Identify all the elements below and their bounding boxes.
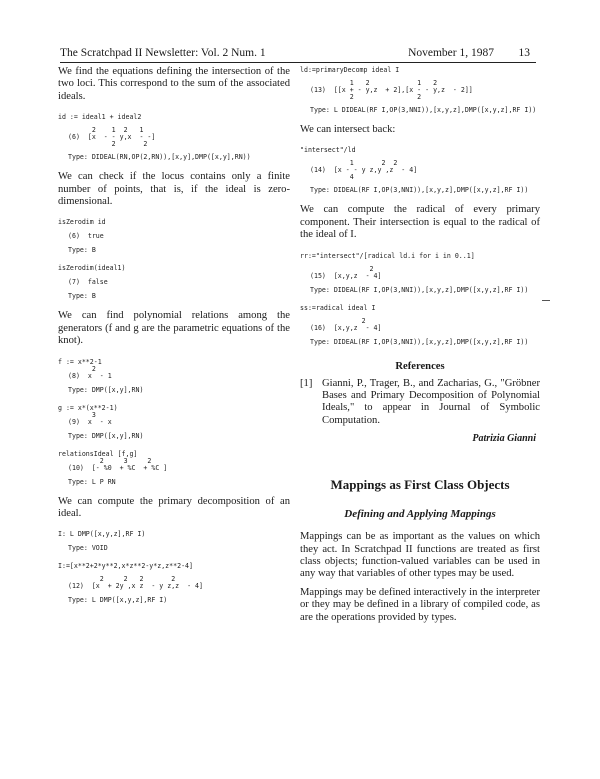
paragraph: We can find polynomial relations among the generators (f and g are the parametric equations of the knot). — [58, 310, 290, 347]
output-superscript: 2 1 2 1 — [68, 126, 144, 135]
input-command: id := ideal1 + ideal2 — [58, 113, 142, 122]
output-line: (12) [x + 2y ,x z - y z,z - 4] — [68, 582, 203, 591]
output-type: Type: L P RN — [68, 477, 116, 486]
subsection-title: Defining and Applying Mappings — [344, 508, 496, 521]
output-line: (6) [x - - y,x - -] — [68, 133, 156, 142]
input-command: ss:=radical ideal I — [300, 303, 376, 312]
output-line: (6) true — [68, 232, 104, 241]
output-type: Type: DIDEAL(RN,OP(2,RN)),[x,y],DMP([x,y],RN)) — [68, 153, 251, 162]
output-type: Type: DMP([x,y],RN) — [68, 385, 144, 394]
input-command: f := x**2-1 — [58, 357, 102, 366]
output-line: (16) [x,y,z - 4] — [310, 323, 382, 332]
output-superscript: 2 3 2 — [68, 456, 152, 465]
left-column — [58, 66, 290, 604]
output-denominator: 2 2 — [310, 93, 422, 101]
output-line: (10) [- %0 + %C + %C ] — [68, 463, 168, 472]
references-heading: References — [395, 360, 445, 372]
paragraph: We find the equations defining the intersection of the two loci. This correspond to the sum of the associated ideals. — [58, 66, 290, 102]
output-type: Type: DIDEAL(RF I,OP(3,NNI)),[x,y,z],DMP([x,y,z],RF I)) — [310, 186, 529, 195]
output-type: Type: VOID — [68, 544, 108, 553]
paragraph: Mappings can be as important as the values on which they act. In Scratchpad II functions are treated as first class objects; function-valued variables can be used in any way that variables of other types may be used. — [300, 531, 540, 580]
paragraph: We can compute the primary decomposition of an ideal. — [58, 495, 290, 520]
output-numerator: 1 2 1 2 — [310, 79, 438, 87]
output-line: (14) [x - - y z,y ,z - 4] — [310, 166, 418, 175]
author-signature: Patrizia Gianni — [472, 433, 536, 445]
output-superscript: 3 — [68, 410, 96, 419]
paragraph: Mappings may be defined interactively in the interpreter or they may be defined in a library of compiled code, as are the operations provided by types. — [300, 586, 540, 623]
output-line: (7) false — [68, 278, 108, 287]
section-title: Mappings as First Class Objects — [330, 477, 510, 493]
output-type: Type: B — [68, 292, 96, 301]
reference-item — [300, 378, 540, 428]
output-superscript: 2 — [310, 316, 366, 325]
input-command: rr:="intersect"/[radical ld.i for i in 0..1] — [300, 251, 475, 260]
input-command: ld:=primaryDecomp ideal I — [300, 66, 400, 74]
reference-text: Gianni, P., Trager, B., and Zacharias, G., "Gröbner Bases and Primary Decomposition of Polynomial Ideals," to appear in Journal of Symbolic Computation. — [322, 377, 540, 426]
right-column — [300, 66, 540, 624]
output-denominator: 4 — [310, 173, 354, 182]
input-command: isZerodim id — [58, 218, 106, 227]
paragraph: We can compute the radical of every primary component. Their intersection is equal to the radical of the ideal of I. — [300, 204, 540, 241]
reference-number: [1] — [300, 377, 313, 389]
page-header — [60, 46, 536, 63]
input-command: I:=[x**2+2*y**2,x*z**2-y*z,z**2-4] — [58, 562, 193, 571]
output-type: Type: DIDEAL(RF I,OP(3,NNI)),[x,y,z],DMP([x,y,z],RF I)) — [310, 285, 529, 294]
input-command: isZerodim(ideal1) — [58, 264, 126, 273]
output-type: Type: DIDEAL(RF I,OP(3,NNI)),[x,y,z],DMP([x,y,z],RF I)) — [310, 337, 529, 346]
paragraph: We can check if the locus contains only a finite number of points, that is, if the ideal is zero-dimensional. — [58, 171, 290, 208]
paragraph: We can intersect back: — [300, 124, 396, 135]
output-superscript: 2 — [310, 264, 374, 273]
margin-mark — [542, 300, 550, 301]
output-superscript: 2 2 2 2 — [68, 575, 176, 584]
output-denominator: 2 2 — [68, 140, 148, 149]
output-type: Type: L DIDEAL(RF I,OP(3,NNI)),[x,y,z],DMP([x,y,z],RF I)) — [310, 106, 537, 114]
output-type: Type: DMP([x,y],RN) — [68, 431, 144, 440]
output-line: (9) x - x — [68, 417, 112, 426]
output-line: (8) x - 1 — [68, 371, 112, 380]
output-type: Type: L DMP([x,y,z],RF I) — [68, 596, 168, 605]
output-numerator: 1 2 2 — [310, 159, 398, 168]
input-command: I: L DMP([x,y,z],RF I) — [58, 530, 146, 539]
issue-date: November 1, 1987 — [408, 47, 494, 59]
newsletter-title: The Scratchpad II Newsletter: Vol. 2 Num. 1 — [60, 47, 266, 59]
output-line: (13) [[x + - y,z + 2],[x - - y,z - 2]] — [310, 86, 473, 94]
output-type: Type: B — [68, 246, 96, 255]
input-command: relationsIdeal [f,g] — [58, 449, 138, 458]
output-superscript: 2 — [68, 364, 96, 373]
input-command: "intersect"/ld — [300, 146, 356, 155]
page-number: 13 — [518, 47, 530, 59]
output-line: (15) [x,y,z - 4] — [310, 271, 382, 280]
input-command: g := x*(x**2-1) — [58, 403, 118, 412]
